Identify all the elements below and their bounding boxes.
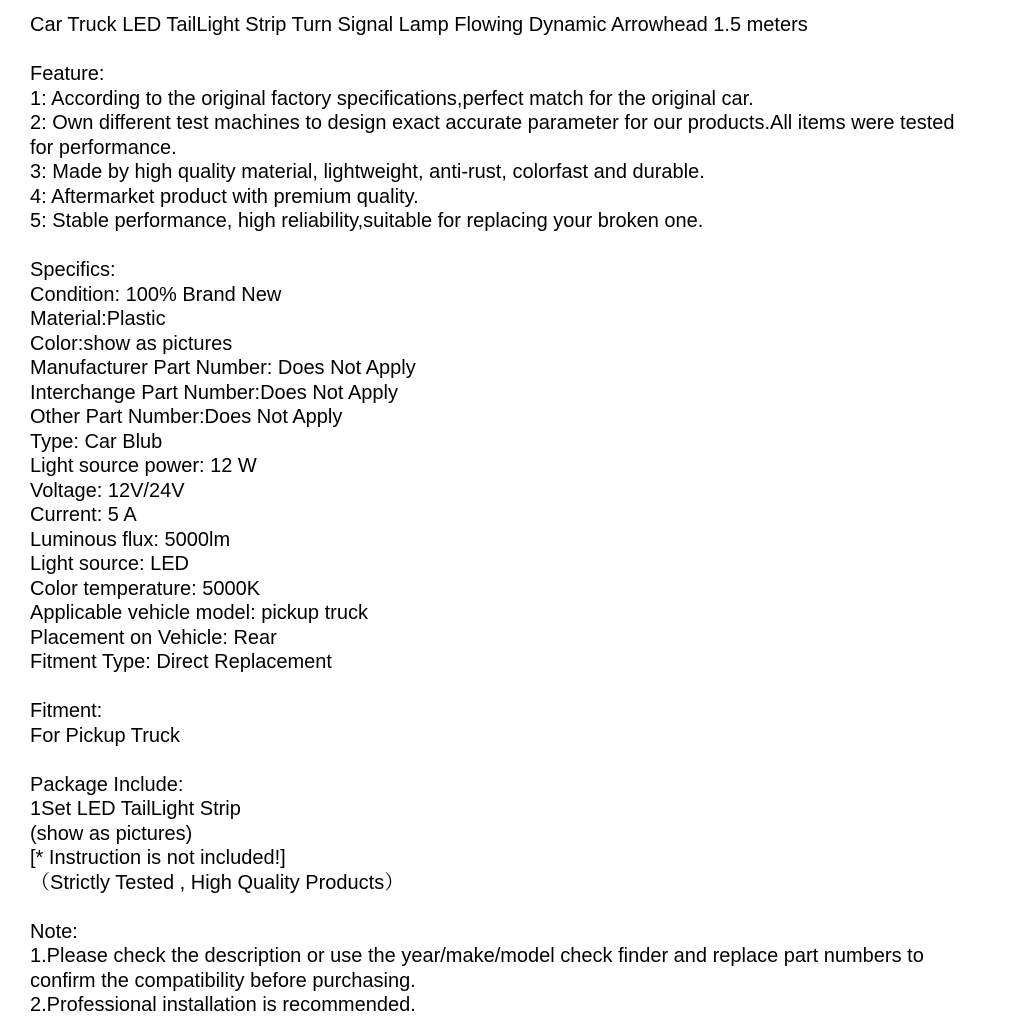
text-line: Type: Car Blub: [30, 430, 163, 453]
text-line: Luminous flux: 5000lm: [30, 528, 231, 551]
section-fitment: [30, 699, 1010, 748]
section-heading: Note:: [30, 920, 78, 943]
text-line: Placement on Vehicle: Rear: [30, 626, 277, 649]
text-line: 1.Please check the description or use the year/make/model check finder and replace part numbers to: [30, 945, 924, 967]
text-line: Light source power: 12 W: [30, 455, 257, 477]
text-line: Light source: LED: [30, 553, 189, 575]
text-line: 3: Made by high quality material, lightweight, anti-rust, colorfast and durable.: [30, 161, 705, 183]
description-sections: [30, 62, 1010, 1018]
text-line: confirm the compatibility before purchasing.: [30, 969, 416, 992]
text-line: （Strictly Tested , High Quality Products）: [30, 871, 405, 894]
text-line: for performance.: [30, 136, 177, 159]
text-line: Fitment Type: Direct Replacement: [30, 651, 332, 673]
text-line: 5: Stable performance, high reliability,suitable for replacing your broken one.: [30, 210, 704, 232]
text-line: Color:show as pictures: [30, 332, 233, 355]
section-heading: Fitment:: [30, 700, 103, 722]
text-line: Applicable vehicle model: pickup truck: [30, 602, 368, 624]
text-line: Color temperature: 5000K: [30, 577, 261, 600]
section-specifics: [30, 258, 1010, 675]
text-line: Interchange Part Number:Does Not Apply: [30, 381, 398, 404]
text-line: (show as pictures): [30, 822, 193, 845]
text-line: For Pickup Truck: [30, 724, 181, 747]
text-line: Manufacturer Part Number: Does Not Apply: [30, 357, 416, 379]
section-note: [30, 920, 1010, 1018]
text-line: Condition: 100% Brand New: [30, 283, 282, 306]
text-line: Current: 5 A: [30, 504, 137, 526]
text-line: Other Part Number:Does Not Apply: [30, 406, 343, 428]
text-line: 2.Professional installation is recommended.: [30, 994, 416, 1016]
text-line: 1Set LED TailLight Strip: [30, 798, 241, 820]
text-line: 4: Aftermarket product with premium quality.: [30, 185, 419, 208]
text-line: Material:Plastic: [30, 308, 166, 330]
text-line: [* Instruction is not included!]: [30, 847, 286, 869]
section-heading: Feature:: [30, 63, 105, 85]
section-package: [30, 773, 1010, 896]
text-line: 2: Own different test machines to design exact accurate parameter for our products.All items were tested: [30, 112, 955, 134]
product-title: Car Truck LED TailLight Strip Turn Signal Lamp Flowing Dynamic Arrowhead 1.5 meters: [30, 14, 808, 36]
text-line: Voltage: 12V/24V: [30, 479, 185, 502]
text-line: 1: According to the original factory specifications,perfect match for the original car.: [30, 87, 754, 110]
section-feature: [30, 62, 1010, 234]
section-heading: Package Include:: [30, 773, 184, 796]
section-heading: Specifics:: [30, 259, 116, 281]
